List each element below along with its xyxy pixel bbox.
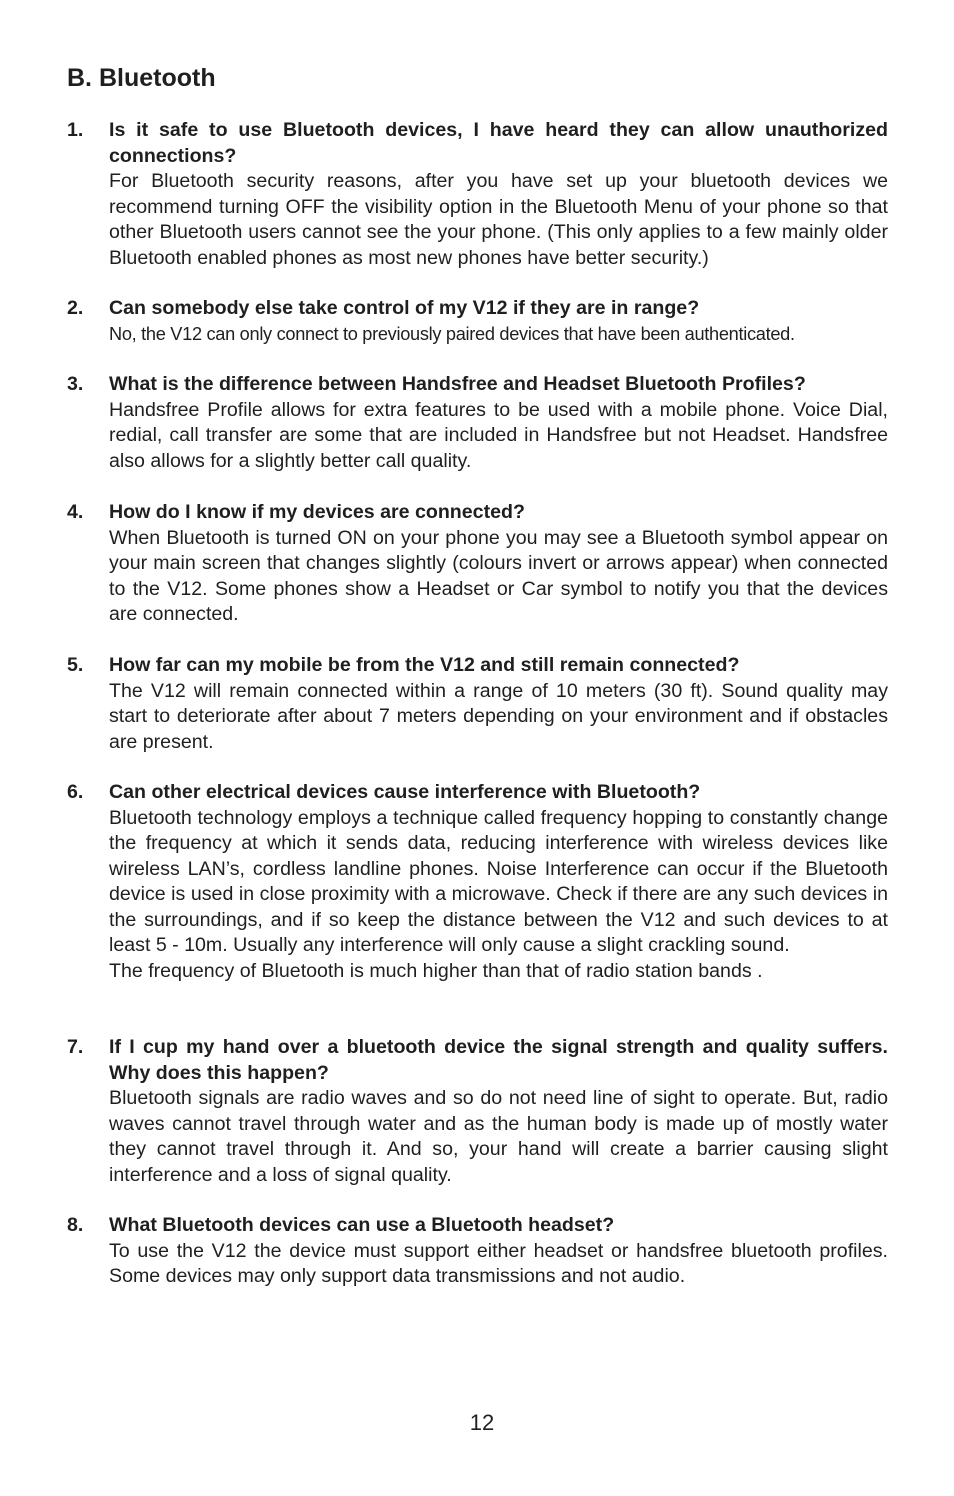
faq-body: [109, 500, 888, 628]
faq-question: Can other electrical devices cause interference with Bluetooth?: [109, 781, 701, 803]
faq-number: 6.: [67, 781, 84, 803]
faq-body: [109, 780, 888, 984]
faq-question: How do I know if my devices are connected?: [109, 501, 525, 523]
faq-body: [109, 296, 888, 347]
faq-body: [109, 653, 888, 755]
faq-answer: The V12 will remain connected within a range of 10 meters (30 ft). Sound quality may start to deteriorate after about 7 meters depending on your environment and if obstacles are present.: [109, 679, 888, 753]
faq-number: 1.: [67, 119, 84, 141]
faq-number: 4.: [67, 501, 84, 523]
faq-answer-note: The frequency of Bluetooth is much higher than that of radio station bands .: [109, 959, 763, 982]
faq-body: [109, 1213, 888, 1290]
faq-question: What is the difference between Handsfree and Headset Bluetooth Profiles?: [109, 373, 806, 395]
faq-number: 2.: [67, 297, 84, 319]
faq-number: 3.: [67, 373, 84, 395]
faq-number: 8.: [67, 1214, 84, 1236]
faq-question: Can somebody else take control of my V12 if they are in range?: [109, 297, 700, 319]
faq-body: [109, 1035, 888, 1188]
faq-number: 7.: [67, 1036, 84, 1058]
faq-question: What Bluetooth devices can use a Bluetooth headset?: [109, 1214, 615, 1236]
faq-question: Is it safe to use Bluetooth devices, I have heard they can allow unauthorized connections?: [109, 119, 888, 167]
faq-answer: Bluetooth signals are radio waves and so do not need line of sight to operate. But, radio waves cannot travel through water and as the human body is made up of mostly water they cannot travel through it. And so, your hand will create a barrier causing slight interference and a loss of signal quality.: [109, 1087, 888, 1186]
faq-answer: Bluetooth technology employs a technique called frequency hopping to constantly change the frequency at which it sends data, reducing interference with wireless devices like wireless LAN’s, cordless landline phones. Noise Interference can occur if the Bluetooth device is used in close proximity with a microwave. Check if there are any such devices in the surroundings, and if so keep the distance between the V12 and such devices to at least 5 - 10m. Usually any interference will only cause a slight crackling sound.: [109, 806, 888, 956]
faq-question: If I cup my hand over a bluetooth device the signal strength and quality suffers. Why does this happen?: [109, 1036, 888, 1084]
faq-answer: No, the V12 can only connect to previously paired devices that have been authenticated.: [109, 323, 795, 344]
faq-answer: For Bluetooth security reasons, after you have set up your bluetooth devices we recommend turning OFF the visibility option in the Bluetooth Menu of your phone so that other Bluetooth users cannot see the your phone. (This only applies to a few mainly older Bluetooth enabled phones as most new phones have better security.): [109, 170, 888, 269]
faq-body: [109, 118, 888, 271]
faq-answer: To use the V12 the device must support either headset or handsfree bluetooth profiles. Some devices may only support data transmissions and not audio.: [109, 1239, 888, 1287]
faq-question: How far can my mobile be from the V12 and still remain connected?: [109, 654, 740, 676]
section-title: B. Bluetooth: [67, 64, 216, 92]
faq-answer: When Bluetooth is turned ON on your phone you may see a Bluetooth symbol appear on your main screen that changes slightly (colours invert or arrows appear) when connected to the V12. Some phones show a Headset or Car symbol to notify you that the devices are connected.: [109, 526, 888, 625]
page-number: 12: [469, 1410, 495, 1435]
faq-number: 5.: [67, 654, 84, 676]
faq-body: [109, 372, 888, 474]
faq-answer: Handsfree Profile allows for extra features to be used with a mobile phone. Voice Dial, redial, call transfer are some that are included in Handsfree but not Headset. Handsfree also allows for a slightly better call quality.: [109, 398, 888, 472]
